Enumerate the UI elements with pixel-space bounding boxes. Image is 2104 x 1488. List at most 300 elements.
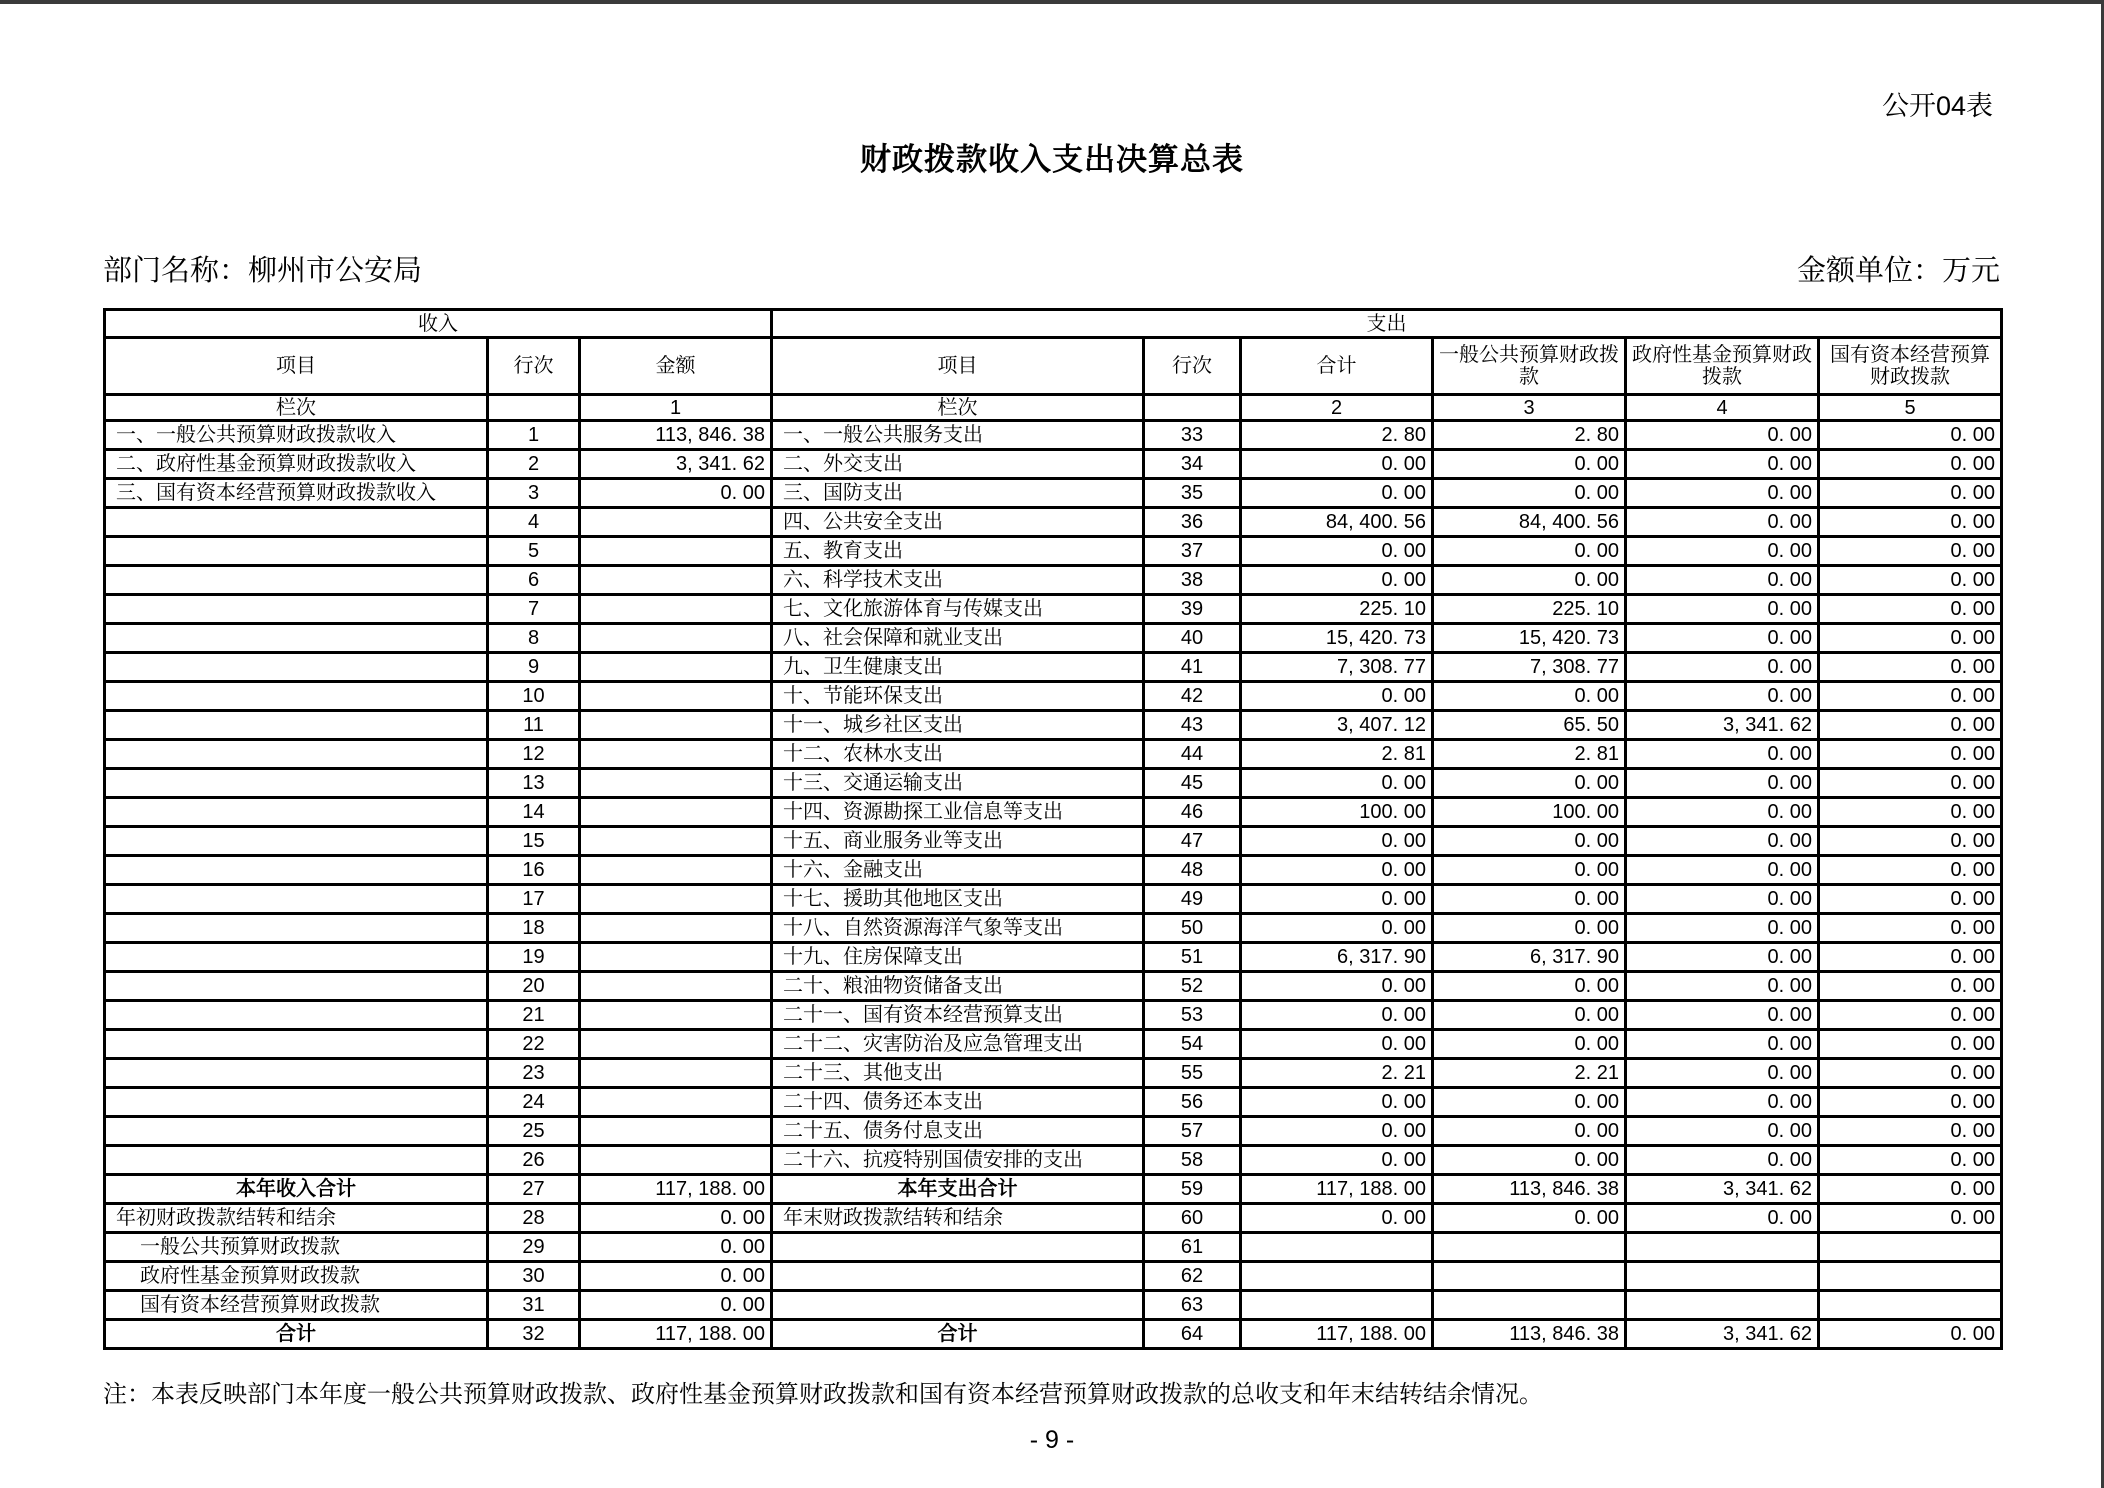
state-capital-col-no: 5	[1819, 395, 2002, 421]
income-item	[105, 508, 488, 537]
income-item	[105, 1146, 488, 1175]
income-amount-header: 金额	[580, 338, 772, 395]
table-row	[105, 1001, 2002, 1030]
expense-total: 84, 400. 56	[1241, 508, 1433, 537]
table-row	[105, 769, 2002, 798]
expense-item: 二、外交支出	[772, 450, 1144, 479]
expense-item: 四、公共安全支出	[772, 508, 1144, 537]
expense-line-no: 34	[1144, 450, 1241, 479]
income-amount	[580, 653, 772, 682]
table-note: 注：本表反映部门本年度一般公共预算财政拨款、政府性基金预算财政拨款和国有资本经营预算财政拨款的总收支和年末结转结余情况。	[103, 1381, 1543, 1408]
expense-line-no: 40	[1144, 624, 1241, 653]
income-item	[105, 740, 488, 769]
expense-general-budget: 0. 00	[1433, 972, 1626, 1001]
income-line-no: 22	[488, 1030, 580, 1059]
table-row	[105, 885, 2002, 914]
income-line-no: 7	[488, 595, 580, 624]
income-amount	[580, 1117, 772, 1146]
expense-general-budget	[1433, 1291, 1626, 1320]
income-amount	[580, 1088, 772, 1117]
income-line-no: 8	[488, 624, 580, 653]
expense-gov-fund: 0. 00	[1626, 595, 1819, 624]
income-item	[105, 711, 488, 740]
expense-general-budget: 0. 00	[1433, 682, 1626, 711]
income-line-no: 14	[488, 798, 580, 827]
expense-state-capital: 0. 00	[1819, 1320, 2002, 1349]
income-item: 三、国有资本经营预算财政拨款收入	[105, 479, 488, 508]
expense-total-header: 合计	[1241, 338, 1433, 395]
income-amount	[580, 566, 772, 595]
income-amount	[580, 827, 772, 856]
income-line-no: 12	[488, 740, 580, 769]
expense-state-capital: 0. 00	[1819, 1030, 2002, 1059]
expense-line-no: 47	[1144, 827, 1241, 856]
income-line-no: 19	[488, 943, 580, 972]
expense-state-capital: 0. 00	[1819, 1146, 2002, 1175]
expense-state-capital: 0. 00	[1819, 1001, 2002, 1030]
expense-state-capital: 0. 00	[1819, 943, 2002, 972]
expense-general-budget: 113, 846. 38	[1433, 1175, 1626, 1204]
gov-fund-col-no: 4	[1626, 395, 1819, 421]
income-item	[105, 885, 488, 914]
page-number: - 9 -	[1029, 1426, 1075, 1454]
expense-general-budget	[1433, 1262, 1626, 1291]
expense-gov-fund: 0. 00	[1626, 740, 1819, 769]
income-amount: 117, 188. 00	[580, 1320, 772, 1349]
table-row	[105, 1320, 2002, 1349]
table-row	[105, 1204, 2002, 1233]
form-tag: 公开04表	[1881, 91, 1993, 121]
income-line-no: 32	[488, 1320, 580, 1349]
income-line-no: 16	[488, 856, 580, 885]
expense-state-capital: 0. 00	[1819, 1088, 2002, 1117]
expense-line-no: 53	[1144, 1001, 1241, 1030]
expense-total: 0. 00	[1241, 1088, 1433, 1117]
column-header-row	[105, 338, 2002, 395]
amount-unit: 金额单位：万元	[1796, 255, 2000, 287]
expense-total: 6, 317. 90	[1241, 943, 1433, 972]
income-amount	[580, 943, 772, 972]
table-row	[105, 479, 2002, 508]
expense-line-no: 37	[1144, 537, 1241, 566]
expense-item-header: 项目	[772, 338, 1144, 395]
income-amount-col-no: 1	[580, 395, 772, 421]
state-capital-header: 国有资本经营预算财政拨款	[1819, 338, 2002, 395]
expense-line-no: 33	[1144, 421, 1241, 450]
expense-line-no: 54	[1144, 1030, 1241, 1059]
expense-gov-fund: 0. 00	[1626, 1088, 1819, 1117]
expense-line-no: 50	[1144, 914, 1241, 943]
expense-general-budget	[1433, 1233, 1626, 1262]
expense-line-no: 35	[1144, 479, 1241, 508]
income-amount	[580, 508, 772, 537]
income-amount	[580, 856, 772, 885]
expense-item: 十八、自然资源海洋气象等支出	[772, 914, 1144, 943]
expense-total: 0. 00	[1241, 1117, 1433, 1146]
expense-line-no: 36	[1144, 508, 1241, 537]
table-row	[105, 450, 2002, 479]
expense-general-budget: 15, 420. 73	[1433, 624, 1626, 653]
expense-state-capital: 0. 00	[1819, 566, 2002, 595]
income-line-no: 21	[488, 1001, 580, 1030]
income-amount: 0. 00	[580, 1262, 772, 1291]
expense-total: 0. 00	[1241, 450, 1433, 479]
expense-line-no: 48	[1144, 856, 1241, 885]
income-item	[105, 1001, 488, 1030]
expense-total: 2. 80	[1241, 421, 1433, 450]
expense-total: 0. 00	[1241, 856, 1433, 885]
expense-gov-fund: 0. 00	[1626, 1030, 1819, 1059]
expense-total: 0. 00	[1241, 769, 1433, 798]
expense-state-capital	[1819, 1233, 2002, 1262]
expense-total: 0. 00	[1241, 914, 1433, 943]
expense-gov-fund: 0. 00	[1626, 479, 1819, 508]
expense-item: 九、卫生健康支出	[772, 653, 1144, 682]
income-amount	[580, 595, 772, 624]
expense-general-budget: 0. 00	[1433, 856, 1626, 885]
expense-line-no: 58	[1144, 1146, 1241, 1175]
income-line-no: 30	[488, 1262, 580, 1291]
expense-state-capital: 0. 00	[1819, 885, 2002, 914]
table-row	[105, 1030, 2002, 1059]
income-amount	[580, 537, 772, 566]
expense-line-no: 44	[1144, 740, 1241, 769]
expense-total: 0. 00	[1241, 479, 1433, 508]
income-amount	[580, 914, 772, 943]
expense-gov-fund: 0. 00	[1626, 769, 1819, 798]
expense-state-capital: 0. 00	[1819, 972, 2002, 1001]
income-amount	[580, 885, 772, 914]
income-item: 一、一般公共预算财政拨款收入	[105, 421, 488, 450]
expense-item: 十七、援助其他地区支出	[772, 885, 1144, 914]
expense-total: 15, 420. 73	[1241, 624, 1433, 653]
table-row	[105, 508, 2002, 537]
income-amount	[580, 624, 772, 653]
table-row	[105, 798, 2002, 827]
expense-general-budget: 2. 80	[1433, 421, 1626, 450]
expense-gov-fund: 0. 00	[1626, 1059, 1819, 1088]
expense-general-budget: 84, 400. 56	[1433, 508, 1626, 537]
expense-state-capital: 0. 00	[1819, 740, 2002, 769]
income-amount: 0. 00	[580, 1233, 772, 1262]
income-amount	[580, 1030, 772, 1059]
income-item	[105, 769, 488, 798]
income-item	[105, 566, 488, 595]
expense-general-budget: 0. 00	[1433, 1030, 1626, 1059]
expense-state-capital: 0. 00	[1819, 798, 2002, 827]
expense-gov-fund: 0. 00	[1626, 653, 1819, 682]
income-line-no: 9	[488, 653, 580, 682]
expense-item: 十四、资源勘探工业信息等支出	[772, 798, 1144, 827]
column-index-row	[105, 395, 2002, 421]
expense-item: 十五、商业服务业等支出	[772, 827, 1144, 856]
income-line-no: 4	[488, 508, 580, 537]
expense-gov-fund: 0. 00	[1626, 566, 1819, 595]
income-item: 一般公共预算财政拨款	[105, 1233, 488, 1262]
expense-gov-fund: 0. 00	[1626, 624, 1819, 653]
expense-line-no: 45	[1144, 769, 1241, 798]
income-item	[105, 682, 488, 711]
expense-general-budget: 100. 00	[1433, 798, 1626, 827]
expense-line-no: 49	[1144, 885, 1241, 914]
general-budget-header: 一般公共预算财政拨款	[1433, 338, 1626, 395]
expense-gov-fund: 0. 00	[1626, 1001, 1819, 1030]
expense-total: 0. 00	[1241, 1030, 1433, 1059]
expense-state-capital: 0. 00	[1819, 1204, 2002, 1233]
income-item	[105, 798, 488, 827]
income-line-no: 10	[488, 682, 580, 711]
expense-line-no: 56	[1144, 1088, 1241, 1117]
income-item	[105, 537, 488, 566]
expense-item: 七、文化旅游体育与传媒支出	[772, 595, 1144, 624]
expense-gov-fund: 3, 341. 62	[1626, 1320, 1819, 1349]
expense-state-capital: 0. 00	[1819, 421, 2002, 450]
income-line-no: 18	[488, 914, 580, 943]
expense-general-budget: 0. 00	[1433, 885, 1626, 914]
expense-general-budget: 225. 10	[1433, 595, 1626, 624]
income-line-no: 31	[488, 1291, 580, 1320]
expense-total	[1241, 1291, 1433, 1320]
expense-item: 合计	[772, 1320, 1144, 1349]
expense-total: 100. 00	[1241, 798, 1433, 827]
expense-total: 0. 00	[1241, 827, 1433, 856]
expense-line-no: 51	[1144, 943, 1241, 972]
expense-gov-fund: 0. 00	[1626, 450, 1819, 479]
expense-gov-fund	[1626, 1233, 1819, 1262]
income-line-no: 29	[488, 1233, 580, 1262]
expense-item: 十、节能环保支出	[772, 682, 1144, 711]
expense-general-budget: 2. 21	[1433, 1059, 1626, 1088]
income-line-no: 25	[488, 1117, 580, 1146]
income-item	[105, 653, 488, 682]
expense-item: 本年支出合计	[772, 1175, 1144, 1204]
table-row	[105, 914, 2002, 943]
table-row	[105, 1088, 2002, 1117]
expense-lanci-blank	[1144, 395, 1241, 421]
expense-general-budget: 7, 308. 77	[1433, 653, 1626, 682]
fiscal-appropriation-table	[103, 308, 2003, 1350]
income-line-no: 23	[488, 1059, 580, 1088]
expense-gov-fund: 0. 00	[1626, 421, 1819, 450]
table-row	[105, 740, 2002, 769]
expense-gov-fund: 0. 00	[1626, 827, 1819, 856]
expense-item: 六、科学技术支出	[772, 566, 1144, 595]
income-item	[105, 1088, 488, 1117]
income-item: 合计	[105, 1320, 488, 1349]
expense-line-no: 42	[1144, 682, 1241, 711]
expense-item	[772, 1291, 1144, 1320]
table-row	[105, 595, 2002, 624]
expense-item: 三、国防支出	[772, 479, 1144, 508]
income-amount	[580, 711, 772, 740]
expense-general-budget: 0. 00	[1433, 566, 1626, 595]
expense-general-budget: 0. 00	[1433, 1117, 1626, 1146]
expense-state-capital: 0. 00	[1819, 914, 2002, 943]
page-top-edge	[0, 0, 2104, 4]
expense-state-capital: 0. 00	[1819, 624, 2002, 653]
income-item	[105, 1059, 488, 1088]
income-item: 二、政府性基金预算财政拨款收入	[105, 450, 488, 479]
expense-state-capital: 0. 00	[1819, 479, 2002, 508]
expense-state-capital: 0. 00	[1819, 856, 2002, 885]
income-line-no: 13	[488, 769, 580, 798]
income-line-no: 27	[488, 1175, 580, 1204]
table-row	[105, 827, 2002, 856]
income-line-no: 1	[488, 421, 580, 450]
expense-gov-fund	[1626, 1262, 1819, 1291]
income-item	[105, 914, 488, 943]
income-amount: 0. 00	[580, 479, 772, 508]
income-line-no: 20	[488, 972, 580, 1001]
expense-line-no: 62	[1144, 1262, 1241, 1291]
income-item: 国有资本经营预算财政拨款	[105, 1291, 488, 1320]
expense-item: 十一、城乡社区支出	[772, 711, 1144, 740]
expense-gov-fund: 0. 00	[1626, 1204, 1819, 1233]
expense-line-no: 43	[1144, 711, 1241, 740]
income-amount: 3, 341. 62	[580, 450, 772, 479]
expense-gov-fund: 0. 00	[1626, 798, 1819, 827]
income-line-no: 2	[488, 450, 580, 479]
expense-state-capital: 0. 00	[1819, 595, 2002, 624]
expense-gov-fund: 0. 00	[1626, 1117, 1819, 1146]
expense-item: 五、教育支出	[772, 537, 1144, 566]
expense-total: 0. 00	[1241, 885, 1433, 914]
expense-line-no: 41	[1144, 653, 1241, 682]
income-amount	[580, 798, 772, 827]
income-item: 年初财政拨款结转和结余	[105, 1204, 488, 1233]
income-line-no: 28	[488, 1204, 580, 1233]
table-row	[105, 1262, 2002, 1291]
expense-gov-fund: 0. 00	[1626, 508, 1819, 537]
income-item	[105, 595, 488, 624]
table-row	[105, 711, 2002, 740]
expense-state-capital: 0. 00	[1819, 1059, 2002, 1088]
expense-general-budget: 113, 846. 38	[1433, 1320, 1626, 1349]
expense-item: 二十六、抗疫特别国债安排的支出	[772, 1146, 1144, 1175]
gov-fund-header: 政府性基金预算财政拨款	[1626, 338, 1819, 395]
income-amount: 113, 846. 38	[580, 421, 772, 450]
income-line-header: 行次	[488, 338, 580, 395]
expense-total: 2. 81	[1241, 740, 1433, 769]
income-item	[105, 624, 488, 653]
expense-section-header: 支出	[772, 310, 2002, 338]
expense-total: 117, 188. 00	[1241, 1320, 1433, 1349]
expense-state-capital: 0. 00	[1819, 537, 2002, 566]
expense-gov-fund: 0. 00	[1626, 856, 1819, 885]
expense-total: 0. 00	[1241, 682, 1433, 711]
expense-gov-fund: 0. 00	[1626, 682, 1819, 711]
income-amount	[580, 972, 772, 1001]
table-row	[105, 566, 2002, 595]
table-row	[105, 682, 2002, 711]
expense-general-budget: 0. 00	[1433, 1088, 1626, 1117]
expense-general-budget: 0. 00	[1433, 914, 1626, 943]
expense-general-budget: 6, 317. 90	[1433, 943, 1626, 972]
expense-total: 0. 00	[1241, 566, 1433, 595]
expense-general-budget: 0. 00	[1433, 827, 1626, 856]
income-amount	[580, 1001, 772, 1030]
income-amount	[580, 740, 772, 769]
expense-gov-fund	[1626, 1291, 1819, 1320]
expense-total: 0. 00	[1241, 1204, 1433, 1233]
expense-general-budget: 0. 00	[1433, 769, 1626, 798]
expense-total: 3, 407. 12	[1241, 711, 1433, 740]
page-title: 财政拨款收入支出决算总表	[860, 142, 1244, 177]
expense-total: 225. 10	[1241, 595, 1433, 624]
expense-line-no: 52	[1144, 972, 1241, 1001]
expense-total	[1241, 1262, 1433, 1291]
expense-item: 二十二、灾害防治及应急管理支出	[772, 1030, 1144, 1059]
expense-item	[772, 1262, 1144, 1291]
table-row	[105, 624, 2002, 653]
table-row	[105, 1117, 2002, 1146]
expense-gov-fund: 0. 00	[1626, 943, 1819, 972]
income-amount	[580, 682, 772, 711]
expense-item: 十三、交通运输支出	[772, 769, 1144, 798]
table-row	[105, 1175, 2002, 1204]
table-row	[105, 1059, 2002, 1088]
expense-state-capital: 0. 00	[1819, 682, 2002, 711]
general-col-no: 3	[1433, 395, 1626, 421]
table-row	[105, 653, 2002, 682]
income-amount: 117, 188. 00	[580, 1175, 772, 1204]
expense-gov-fund: 0. 00	[1626, 537, 1819, 566]
expense-general-budget: 0. 00	[1433, 479, 1626, 508]
income-item: 本年收入合计	[105, 1175, 488, 1204]
income-item: 政府性基金预算财政拨款	[105, 1262, 488, 1291]
expense-lanci-label: 栏次	[772, 395, 1144, 421]
expense-item: 二十三、其他支出	[772, 1059, 1144, 1088]
income-amount: 0. 00	[580, 1204, 772, 1233]
expense-total: 2. 21	[1241, 1059, 1433, 1088]
expense-total: 0. 00	[1241, 537, 1433, 566]
expense-state-capital: 0. 00	[1819, 711, 2002, 740]
department-name: 部门名称：柳州市公安局	[103, 255, 423, 287]
income-lanci-label: 栏次	[105, 395, 488, 421]
expense-line-no: 57	[1144, 1117, 1241, 1146]
income-line-no: 15	[488, 827, 580, 856]
expense-item: 八、社会保障和就业支出	[772, 624, 1144, 653]
expense-general-budget: 2. 81	[1433, 740, 1626, 769]
expense-state-capital: 0. 00	[1819, 653, 2002, 682]
table-row	[105, 972, 2002, 1001]
table-row	[105, 1146, 2002, 1175]
income-line-no: 11	[488, 711, 580, 740]
income-amount	[580, 1146, 772, 1175]
income-item	[105, 1030, 488, 1059]
income-amount	[580, 769, 772, 798]
expense-total: 0. 00	[1241, 972, 1433, 1001]
income-line-no: 24	[488, 1088, 580, 1117]
income-section-header: 收入	[105, 310, 772, 338]
expense-line-no: 55	[1144, 1059, 1241, 1088]
table-row	[105, 421, 2002, 450]
expense-state-capital: 0. 00	[1819, 1117, 2002, 1146]
expense-line-header: 行次	[1144, 338, 1241, 395]
expense-item: 二十四、债务还本支出	[772, 1088, 1144, 1117]
expense-general-budget: 0. 00	[1433, 450, 1626, 479]
income-item	[105, 943, 488, 972]
expense-state-capital: 0. 00	[1819, 1175, 2002, 1204]
expense-general-budget: 0. 00	[1433, 1146, 1626, 1175]
total-col-no: 2	[1241, 395, 1433, 421]
table-row	[105, 537, 2002, 566]
income-item	[105, 856, 488, 885]
income-lanci-blank	[488, 395, 580, 421]
expense-state-capital: 0. 00	[1819, 450, 2002, 479]
expense-item: 二十五、债务付息支出	[772, 1117, 1144, 1146]
section-header-row	[105, 310, 2002, 338]
